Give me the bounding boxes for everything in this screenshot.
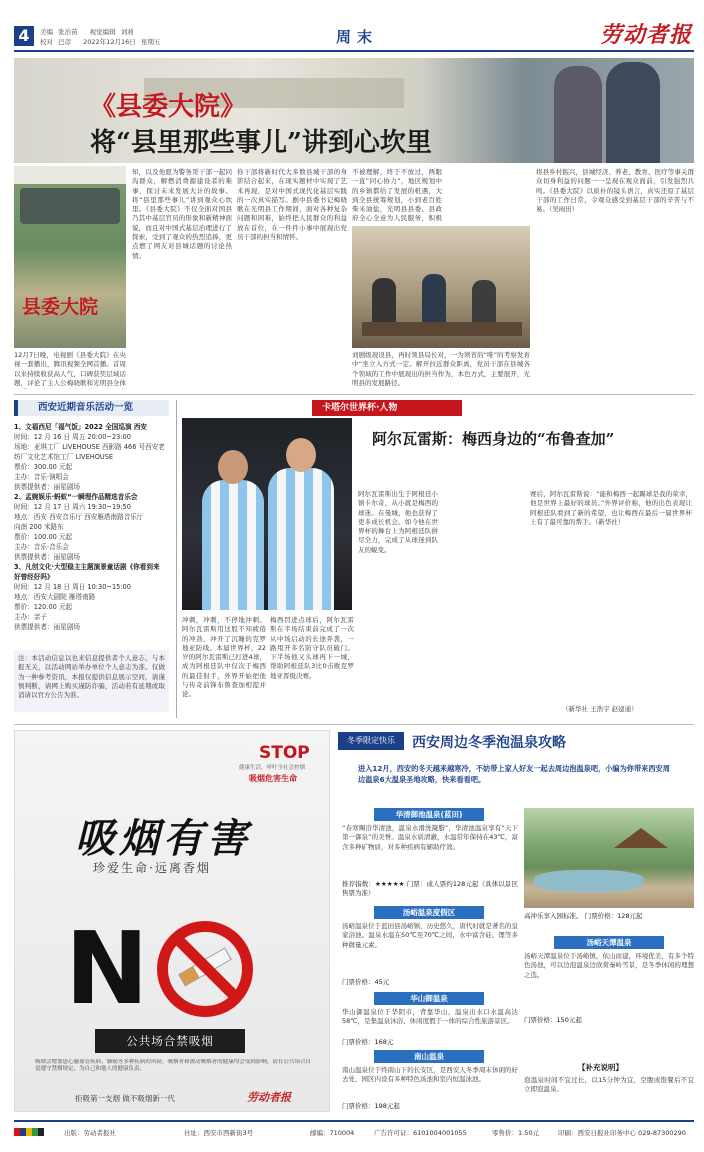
poster-title: 县委大院 <box>22 296 99 318</box>
music-line: 票价：100.00 元起 <box>14 533 73 541</box>
no-smoking-banner: 公共场合禁吸烟 <box>95 1029 245 1053</box>
masthead-logo: 劳动者报 <box>600 22 693 48</box>
no-smoking-ad <box>14 730 330 1112</box>
worldcup-col1: 冲刺，冲刺，不停地冲刺。阿尔瓦雷斯用这股不知疲倦的冲劲，冲开了沉睡的克罗地亚防线。本届世界杯，22岁的阿尔瓦雷斯已打进4球，成为阿根廷队中仅次于梅西的最佳射手，外界开始把他与传奇前锋布鲁查加相提并论。 <box>182 616 266 699</box>
stop-label: STOP <box>259 743 310 763</box>
footer-color-dots <box>14 1128 44 1136</box>
stop-slogan: 吸烟危害生命 <box>249 774 297 783</box>
no-smoking-text: 吸烟会增加患心脑血管疾病、肺癌等多种疾病的风险，吸烟者和被动吸烟者的健康均会受到影响，请在公共场合自觉遵守禁烟规定，为自己和他人的健康负责。 <box>35 1059 311 1072</box>
pavilion-roof <box>614 828 668 848</box>
spot-text-huaqing: “春寒赐浴华清池，温泉水滑洗凝脂”，华清池温泉享有“天下第一御泉”的美誉。温泉水质清澈，水温常年保持在43℃，富含多种矿物质，对多种疾病有辅助疗效。 <box>342 824 518 851</box>
spot-extra-huashan: 门票价格：168元 <box>342 1038 394 1046</box>
actor-figure-left <box>554 66 602 163</box>
spot-extra-huaqing: 推荐指数：★★★★★ 门票：成人票约128元起（具体以景区售票为准） <box>342 880 518 898</box>
article-county-committee <box>14 58 694 390</box>
footer-printer: 印刷：西安日报社印务中心 029-87300290 <box>558 1129 686 1137</box>
music-events-box <box>14 400 169 720</box>
header-rule <box>14 50 694 52</box>
no-smoking-title: 吸烟有害 <box>75 815 251 862</box>
music-line: 供票提供者：丽星剧场 <box>14 623 80 631</box>
proof-label: 校对 <box>40 38 53 46</box>
music-line: 供票提供者：丽星剧场 <box>14 483 80 491</box>
hotspring-title: 西安周边冬季泡温泉攻略 <box>412 735 566 751</box>
section-name: 周末 <box>336 28 379 46</box>
article1-col6: 将县乡村振兴，县城经济、养老、教育、医疗等事关群众切身利益的问题一一呈现在观众面前，引发强烈共鸣。《县委大院》以质朴的镜头语言，真实还原了基层干部的工作日常，令观众感受到基层干部的辛苦与不易。（吴雨田） <box>536 168 694 214</box>
issue-weekday: 星期五 <box>140 38 161 46</box>
music-line: 主办：音乐·音乐会 <box>14 543 69 551</box>
worldcup-series-tag: 卡塔尔世界杯·人物 <box>312 400 462 416</box>
page-footer <box>14 1120 694 1142</box>
spot-text-huashan: 华山御温泉位于华阴市，背靠华山，温泉出水口水温高达58℃，是集温泉沐浴、休闲度假于一体的综合性旅游景区。 <box>342 1008 518 1026</box>
issue-date: 2022年12月16日 <box>83 38 136 46</box>
hotspring-tip: 泡温泉时间不宜过长，以15分钟为宜，空腹或饱餐后不宜立即泡温泉。 <box>524 1076 694 1094</box>
music-events-list <box>14 422 169 632</box>
music-line: 2、孟婉娱乐·蚂蚁“一瞬理作品精选音乐会 <box>14 493 138 501</box>
spot-text-tangyu: 汤峪温泉位于蓝田县汤峪镇，历史悠久，唐代时就是著名的皇家浴池。温泉水温在50℃至70℃之间，水中富含硅、锂等多种微量元素。 <box>342 922 518 949</box>
page-header <box>0 0 704 46</box>
page-number: 4 <box>14 26 34 46</box>
music-line: 主办：音乐·演唱会 <box>14 473 69 481</box>
no-smoking-subtitle: 珍爱生命·远离香烟 <box>93 861 211 875</box>
music-line: 票价：120.00 元起 <box>14 603 73 611</box>
spot-header-huashan: 华山御温泉 <box>374 992 484 1005</box>
hotspring-photo <box>524 808 694 908</box>
music-line: 3、凡创文化·大型稳主主题演景童话剧《你看到来 <box>14 563 160 571</box>
hotspring-article <box>338 730 694 1112</box>
spot-extra-tiantan: 门票价格：150元起 <box>524 1016 582 1024</box>
drama-poster <box>14 166 126 348</box>
article1-col5: 刘剧级现设县，再时领县局长对，一为须省的“唯”的考察发育中“坐立入方式一定。解开拉近群众距离，党员干部在县城各个领域的工作中展现出的担当作为，本色方式，主要展开，光明县的发展路径。 <box>352 351 530 387</box>
column-divider <box>176 400 177 718</box>
spot-header-tangyu: 汤峪温泉度假区 <box>374 906 484 919</box>
spot-extra-tangyu: 门票价格：45元 <box>342 978 390 986</box>
music-events-header: 西安近期音乐活动一览 <box>14 400 169 416</box>
music-line: 时间：12 月 16 日 周五 20:00~23:00 <box>14 433 131 441</box>
spot-text-tiantan: 汤峪天潭温泉位于汤峪镇，依山而建，环境优美，有多个特色汤池，可以边泡温泉边欣赏秦岭雪景，是冬季休闲的理想之选。 <box>524 952 694 979</box>
footer-price: 零售价：1.50元 <box>492 1129 539 1137</box>
spot-extra-nanshan: 门票价格：198元起 <box>342 1102 400 1110</box>
poster-top-strip <box>14 166 126 184</box>
spot-header-huaqing: 华清御池温泉(蓝田) <box>374 808 484 821</box>
music-line: 纺厂文化艺术馆工厂 LIVEHOUSE <box>14 453 114 461</box>
worldcup-col3: 阿尔瓦雷斯出生于阿根廷小镇卡尔奇，从小就是梅西的球迷。在曼城，他也获得了更多成长机会。如今他在世界杯的舞台上为阿根廷队拼尽全力，完成了从球迷到队友的蜕变。 <box>358 490 438 554</box>
worldcup-col5: 赛后，阿尔瓦雷斯说：“能和梅西一起踢球是我的荣幸，他是世界上最好的球员。”外界评价称，他的出色表现让阿根廷队看到了新的希望，也让梅西在最后一届世界杯上有了最可靠的帮手。（新华社） <box>530 490 692 526</box>
article1-col3: 你干部将新时代大多数县城干部的身影结合起来，在现实题材中实现了艺术再现，是对中国式现代化基层实践的一次真实描写。剧中县委书记梅晓歌在光明县工作期间，面对各种复杂问题和困难，始终把人民群众的利益放在首位，在一件件小事中展现出党员干部的担当和情怀。 <box>237 168 347 242</box>
worldcup-byline: （新华社 王浩宇 赵建通） <box>562 705 638 713</box>
spot-header-tiantan: 汤峪天潭温泉 <box>554 936 664 949</box>
worldcup-title: 阿尔瓦雷斯：梅西身边的“布鲁查加” <box>372 430 615 448</box>
visual-label: 视觉编辑 <box>89 28 116 36</box>
music-events-note: 注：本活动信息以也来信息提供者个人意志，与本报无关，以活动网站举办单位个人意志为准。仅做为一种参考资讯，本报仅提供信息展示空间，请谨慎判断，请网上购买谨防诈骗，活动若有延期或取消请以官方公告为准。 <box>14 650 169 712</box>
footer-ad-license: 广告许可证：6101004001055 <box>374 1129 467 1137</box>
divider-rule <box>14 394 694 395</box>
editor-label: 美编 <box>40 28 53 36</box>
pool-water <box>534 870 644 892</box>
stop-slogan-small: 健康生活，呼吁全社会控烟 <box>239 765 306 771</box>
music-line: 场地：亚琪工厂 LIVEHOUSE 西影路 466 号西安老 <box>14 443 165 451</box>
ban-slash <box>172 934 239 1001</box>
spot-header-nanshan: 南山温泉 <box>374 1050 484 1063</box>
player-jersey-right <box>268 468 334 610</box>
hotspring-intro: 进入12月，西安的冬天越来越寒冷，不妨带上家人好友一起去周边泡温泉吧，小编为你带来西安周边温泉6大温泉圣地攻略，快来看看吧。 <box>358 764 670 784</box>
footer-publisher: 出版：劳动者报社 <box>64 1129 116 1137</box>
meeting-person <box>472 280 496 326</box>
hotspring-tip-title: 【补充说明】 <box>578 1063 623 1072</box>
footer-address: 社址：西安市西新街3号 <box>184 1129 254 1137</box>
article1-col4: 不被理解，终于不放过，两眼一直“同心协力”，地区规划中的乡镇都给了发展的机遇，大到全县统筹规划，小到老百姓柴米油盐，光明县县委、县政府全心全意为人民服务，积极 <box>352 168 442 223</box>
hotspring-right-extra: 高冲乐享入园标准。 门票价格：128元起 <box>524 912 643 920</box>
meeting-scene-photo <box>352 226 530 348</box>
music-line: 1、文福西尼「福气饭」2022 全国巡演 西安 <box>14 423 148 431</box>
no-smoking-icon <box>157 921 253 1017</box>
music-line: 向南 200 米路东 <box>14 523 64 531</box>
music-line: 时间：12 月 17 日 周六 19:30~19:50 <box>14 503 131 511</box>
music-line: 地点：西安 西安音乐厅 西安雁塔南路音乐厅 <box>14 513 144 521</box>
worldcup-col2: 梅西罚进点球后，阿尔瓦雷斯在半场结束前完成了一次从中场启动的长途奔袭，一路甩开多名防守队员破门。下半场他又头球再下一城，帮助阿根廷队3比0击败克罗地亚晋级决赛。 <box>270 616 354 680</box>
meeting-person <box>422 274 446 326</box>
music-line: 地点：西安大剧院 雁塔南路 <box>14 593 96 601</box>
visual-name: 刘莉 <box>120 28 134 36</box>
proof-name: 巴彦 <box>58 38 72 46</box>
music-line: 供票提供者：丽星剧场 <box>14 553 80 561</box>
music-line: 票价：300.00 元起 <box>14 463 73 471</box>
meeting-table <box>362 322 522 336</box>
divider-rule <box>14 724 694 725</box>
meeting-person <box>372 278 396 326</box>
hotspring-tag: 冬季限定快乐 <box>338 732 404 750</box>
music-line: 好曾经好吗》 <box>14 573 54 581</box>
footer-postcode: 邮编：710004 <box>310 1129 355 1137</box>
no-smoking-sign: 劳动者报 <box>247 1091 291 1104</box>
worldcup-article <box>182 400 694 720</box>
actor-figure-right <box>606 62 660 163</box>
players-photo <box>182 418 352 610</box>
letter-n-graphic: N <box>65 910 149 1027</box>
poster-cast-row <box>20 188 120 224</box>
article1-title-line2: 将“县里那些事儿”讲到心坎里 <box>90 128 432 158</box>
editor-name: 张治苗 <box>58 28 78 36</box>
player-head-left <box>218 450 248 484</box>
player-jersey-left <box>202 480 264 610</box>
music-line: 时间：12 月 18 日 周日 10:30~15:00 <box>14 583 131 591</box>
article1-col2: 知，以及他愿为警务哥干部一起同沟群众，解燃消费源建设者的难事，探讨未来发展大计的故事。将“县里那些事儿”讲到观众心坎里。《县委大院》不仅全面对国县乃其中基层官员的形象和新精神面貌，而且对中国式基层治理进行了探索，受到了观众的热烈追捧，更点燃了网友对县城话题的讨论热情。 <box>132 168 232 260</box>
music-line: 主办：亲子 <box>14 613 47 621</box>
article1-col1: 12月7日晚，电视剧《县委大院》在央视一套播出，腾讯视频全网首播。首周以来持续收获高人气，口碑获奖层域话题，评论了主人公梅晓歌和光明县全体 <box>14 351 126 387</box>
player-head-right <box>286 438 316 472</box>
no-smoking-footer: 拒吸第一支烟 做不吸烟新一代 <box>75 1094 175 1103</box>
spot-text-nanshan: 南山温泉位于终南山下的长安区，是西安人冬季周末休闲的好去处，园区内设有多种特色汤池和室内恒温泳池。 <box>342 1066 518 1084</box>
article1-title-line1: 《县委大院》 <box>90 92 247 122</box>
worldcup-col4 <box>444 490 524 716</box>
